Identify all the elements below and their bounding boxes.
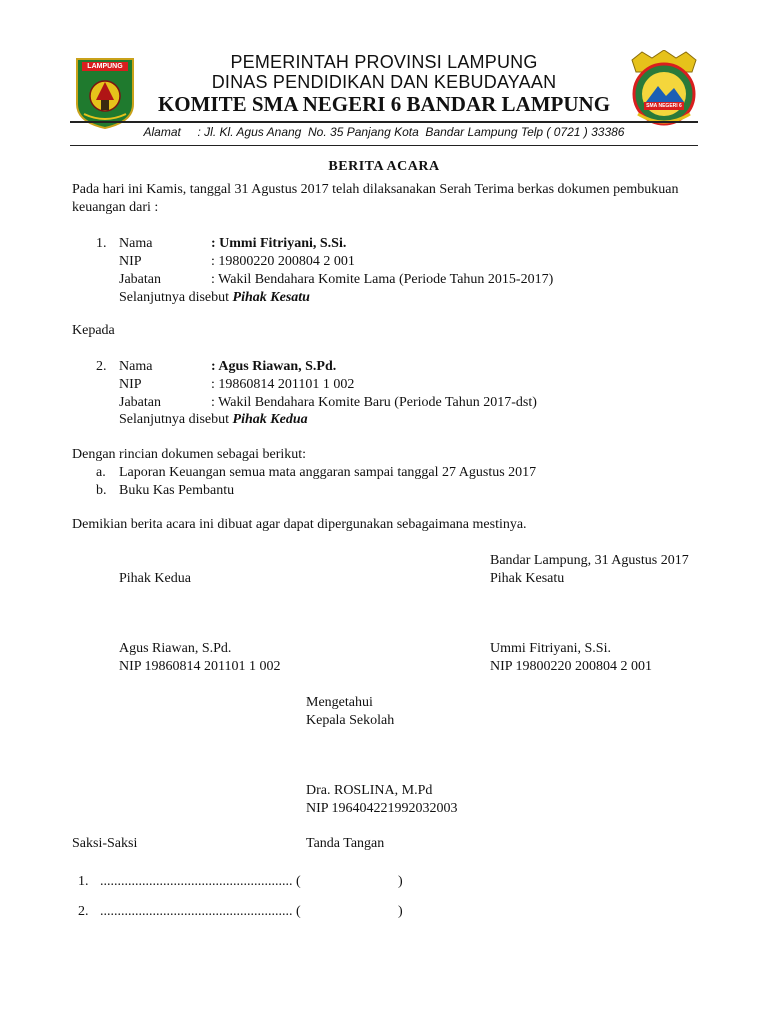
intro-line1: Pada hari ini Kamis, tanggal 31 Agustus 2017 telah dilaksanakan Serah Terima berkas dokumen pembukuan (72, 182, 679, 197)
sign-right-name: Ummi Fitriyani, S.Si. (490, 641, 611, 656)
saksi-2-number: 2. (78, 904, 89, 919)
sign-right-role: Pihak Kesatu (490, 571, 565, 586)
saksi-1-number: 1. (78, 874, 89, 889)
party1-alias: Pihak Kesatu (232, 290, 310, 305)
right-logo-text: SMA NEGERI 6 (646, 103, 682, 109)
header-line2: DINAS PENDIDIKAN DAN KEBUDAYAAN (211, 72, 557, 92)
tanda-tangan-label: Tanda Tangan (306, 836, 385, 851)
party1-selanjutnya (119, 289, 310, 307)
document-title: BERITA ACARA (328, 159, 440, 174)
mengetahui-line1: Mengetahui (306, 695, 373, 710)
sign-left-nip: NIP 19860814 201101 1 002 (119, 659, 281, 674)
party1-jabatan-value: : Wakil Bendahara Komite Lama (Periode Tahun 2015-2017) (211, 272, 554, 287)
saksi-2-dots: ....................................................... ( (100, 904, 301, 919)
saksi-1-dots: ....................................................... ( (100, 874, 301, 889)
sign-left-role: Pihak Kedua (119, 571, 191, 586)
party1-selanjutnya-text: Selanjutnya disebut (119, 290, 233, 305)
kepala-sekolah-nip: NIP 196404221992032003 (306, 801, 458, 816)
saksi-label: Saksi-Saksi (72, 836, 138, 851)
left-logo-text: LAMPUNG (87, 63, 123, 70)
kepada-label: Kepada (72, 323, 115, 338)
intro-line2: keuangan dari : (72, 200, 159, 215)
party1-nip-label: NIP (119, 254, 142, 269)
rincian-item-a-marker: a. (96, 465, 106, 480)
header-rule-top (70, 121, 698, 123)
saksi-2-close: ) (398, 904, 403, 919)
header-address: Alamat : Jl. Kl. Agus Anang No. 35 Panjang Kota Bandar Lampung Telp ( 0721 ) 33386 (143, 125, 625, 139)
party2-number: 2. (96, 359, 107, 374)
saksi-1-close: ) (398, 874, 403, 889)
header-line3: KOMITE SMA NEGERI 6 BANDAR LAMPUNG (157, 92, 611, 116)
party2-jabatan-value: : Wakil Bendahara Komite Baru (Periode Tahun 2017-dst) (211, 395, 537, 410)
rincian-item-b-text: Buku Kas Pembantu (119, 483, 235, 498)
rincian-heading: Dengan rincian dokumen sebagai berikut: (72, 447, 307, 462)
party2-nama-value: : Agus Riawan, S.Pd. (211, 359, 337, 374)
closing-statement: Demikian berita acara ini dibuat agar dapat dipergunakan sebagaimana mestinya. (72, 517, 527, 532)
sign-left-name: Agus Riawan, S.Pd. (119, 641, 232, 656)
header-line1: PEMERINTAH PROVINSI LAMPUNG (230, 52, 538, 72)
party2-selanjutnya (119, 411, 308, 429)
party2-jabatan-label: Jabatan (119, 395, 161, 410)
place-date: Bandar Lampung, 31 Agustus 2017 (490, 553, 689, 568)
party1-number: 1. (96, 236, 107, 251)
mengetahui-line2: Kepala Sekolah (306, 713, 395, 728)
party2-nama-label: Nama (119, 359, 153, 374)
rincian-item-b-marker: b. (96, 483, 107, 498)
party2-nip-label: NIP (119, 377, 142, 392)
party2-selanjutnya-text: Selanjutnya disebut (119, 412, 233, 427)
kepala-sekolah-name: Dra. ROSLINA, M.Pd (306, 783, 433, 798)
rincian-item-a-text: Laporan Keuangan semua mata anggaran sampai tanggal 27 Agustus 2017 (119, 465, 537, 480)
party2-nip-value: : 19860814 201101 1 002 (211, 377, 355, 392)
party1-nip-value: : 19800220 200804 2 001 (211, 254, 355, 269)
sign-right-nip: NIP 19800220 200804 2 001 (490, 659, 653, 674)
header-rule-bottom (70, 145, 698, 146)
party1-nama-value: : Ummi Fitriyani, S.Si. (211, 236, 347, 251)
party2-alias: Pihak Kedua (232, 412, 308, 427)
party1-nama-label: Nama (119, 236, 153, 251)
party1-jabatan-label: Jabatan (119, 272, 161, 287)
